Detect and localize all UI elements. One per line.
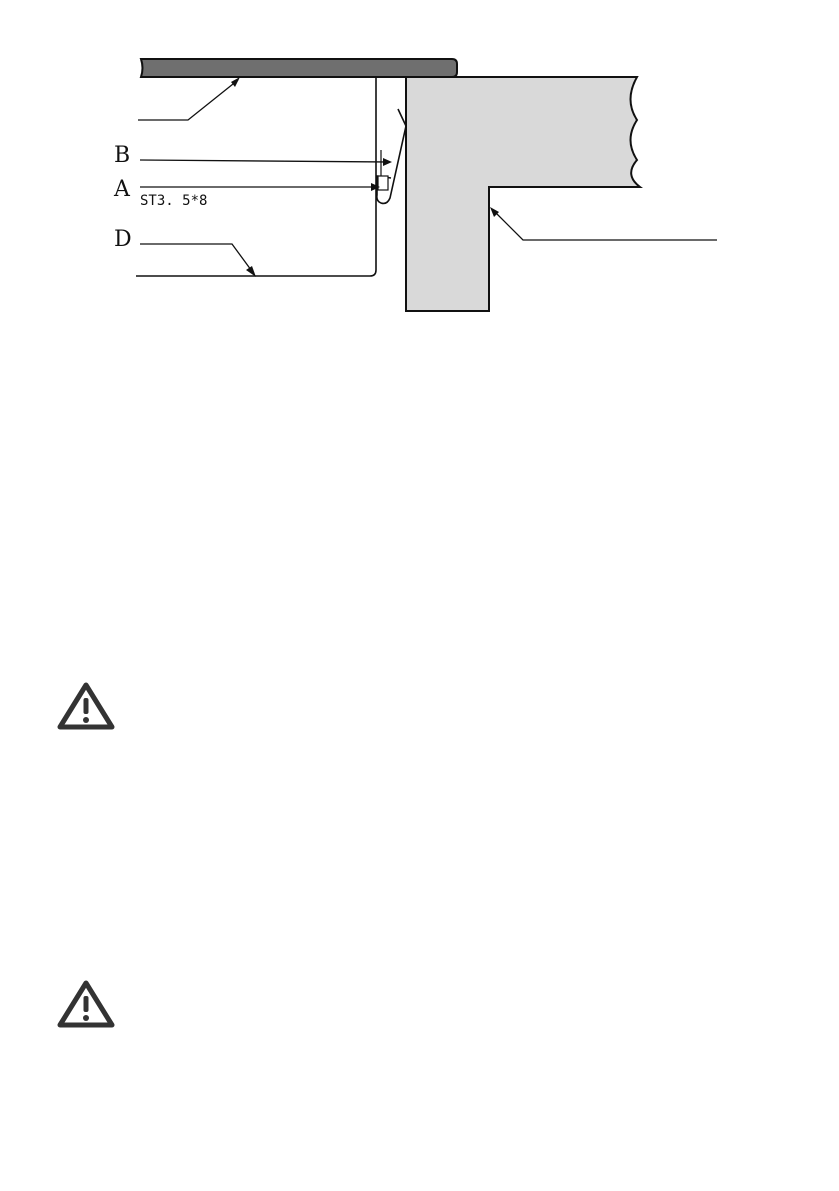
warning-triangle-icon — [56, 681, 116, 731]
installation-diagram — [0, 0, 839, 330]
warning-triangle-icon — [56, 979, 116, 1029]
leader-b — [140, 160, 388, 162]
cabinet-section — [406, 77, 640, 311]
label-a: A — [114, 177, 130, 202]
leader-d — [140, 244, 254, 274]
countertop — [141, 59, 457, 77]
cabinet-leader — [493, 210, 717, 240]
leader-b-arrow — [383, 158, 392, 166]
screw-spec-label: ST3. 5*8 — [140, 193, 208, 209]
countertop-leader-arrow — [231, 77, 240, 87]
screw-head — [378, 176, 388, 190]
label-d: D — [114, 227, 132, 252]
label-b: B — [114, 143, 131, 168]
countertop-leader — [138, 80, 238, 120]
hob-casing — [136, 77, 376, 276]
